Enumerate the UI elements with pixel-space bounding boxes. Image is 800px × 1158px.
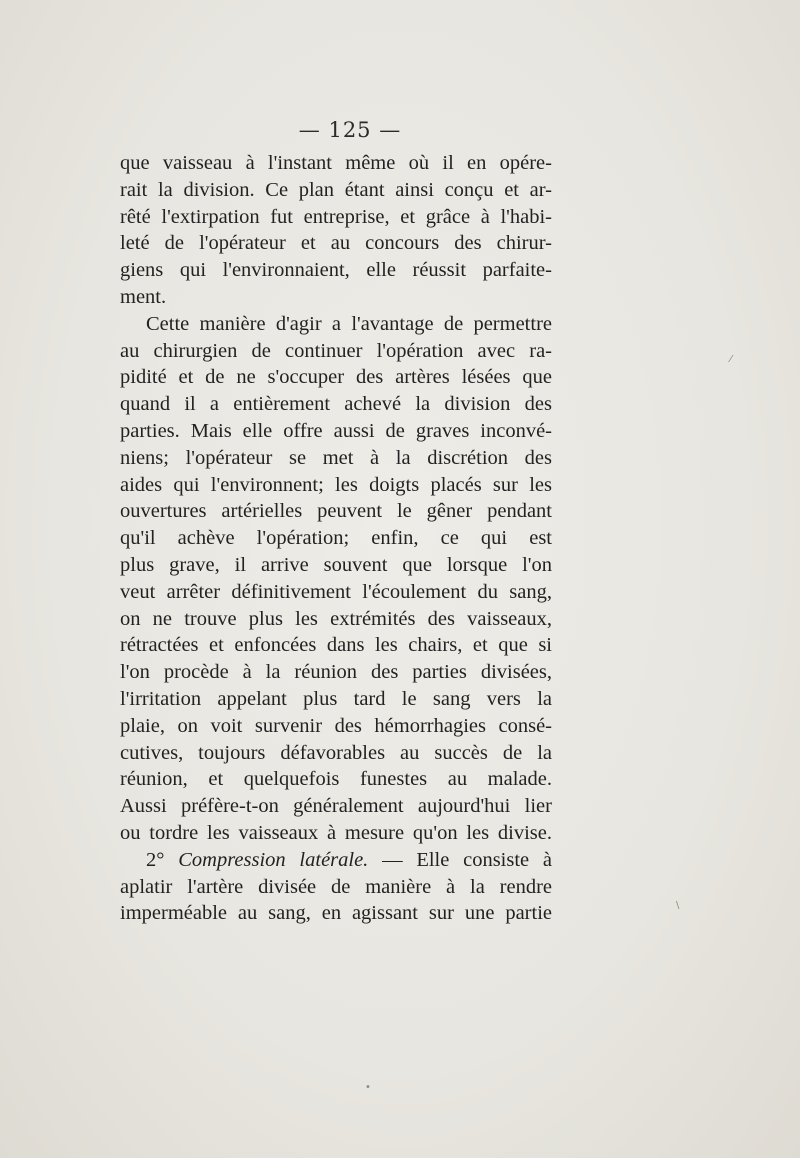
text-line: l'irritation appelant plus tard le sang vers la [120,687,552,710]
text-line: rait la division. Ce plan étant ainsi conçu et ar- [120,178,552,201]
text-line: quand il a entièrement achevé la division des [120,393,552,416]
text-line: plaie, on voit survenir des hémorrhagies consé- [120,714,552,737]
text-line: Aussi préfère-t-on généralement aujourd'hui lier [120,795,552,818]
page-number: — 125 — [298,118,402,142]
text-line: veut arrêter définitivement l'écoulement du sang, [120,580,552,603]
text-line: au chirurgien de continuer l'opération avec ra- [120,339,552,362]
text-line: parties. Mais elle offre aussi de graves inconvé- [120,419,552,442]
paper-speck: ⁄ [730,354,732,365]
paper-speck: • [365,1082,371,1093]
text-line: que vaisseau à l'instant même où il en opére- [120,152,552,174]
text-line: aplatir l'artère divisée de manière à la rendre [120,875,552,898]
text-line: réunion, et quelquefois funestes au malade. [120,768,552,791]
text-line: ment. [120,285,167,308]
text-line: rétractées et enfoncées dans les chairs, et que si [120,634,552,657]
text-line: ou tordre les vaisseaux à mesure qu'on les divise. [120,821,552,844]
text-line: ouvertures artérielles peuvent le gêner pendant [120,500,552,523]
text-body [120,150,552,927]
text-line: plus grave, il arrive souvent que lorsque l'on [120,553,552,576]
text-line: giens qui l'environnaient, elle réussit parfaite- [120,259,552,282]
section-heading-rest: — Elle consiste à [382,848,553,871]
paper-speck: \ [676,900,680,911]
text-line: leté de l'opérateur et au concours des chirur- [120,232,552,255]
section-heading: Compression latérale. [178,848,369,871]
text-line: niens; l'opérateur se met à la discrétion des [120,446,552,469]
section-heading-line [120,847,552,874]
text-line: pidité et de ne s'occuper des artères lésées que [120,366,552,389]
text-line: aides qui l'environnent; les doigts placés sur les [120,473,552,496]
text-line: imperméable au sang, en agissant sur une partie [120,902,552,925]
text-line: on ne trouve plus les extrémités des vaisseaux, [120,607,552,630]
text-line: qu'il achève l'opération; enfin, ce qui est [120,527,552,550]
section-number: 2° [146,848,165,871]
text-line: l'on procède à la réunion des parties divisées, [120,661,552,684]
text-line: rêté l'extirpation fut entreprise, et grâce à l'habi- [120,205,552,228]
text-line: Cette manière d'agir a l'avantage de permettre [146,312,552,335]
text-line: cutives, toujours défavorables au succès de la [120,741,552,764]
